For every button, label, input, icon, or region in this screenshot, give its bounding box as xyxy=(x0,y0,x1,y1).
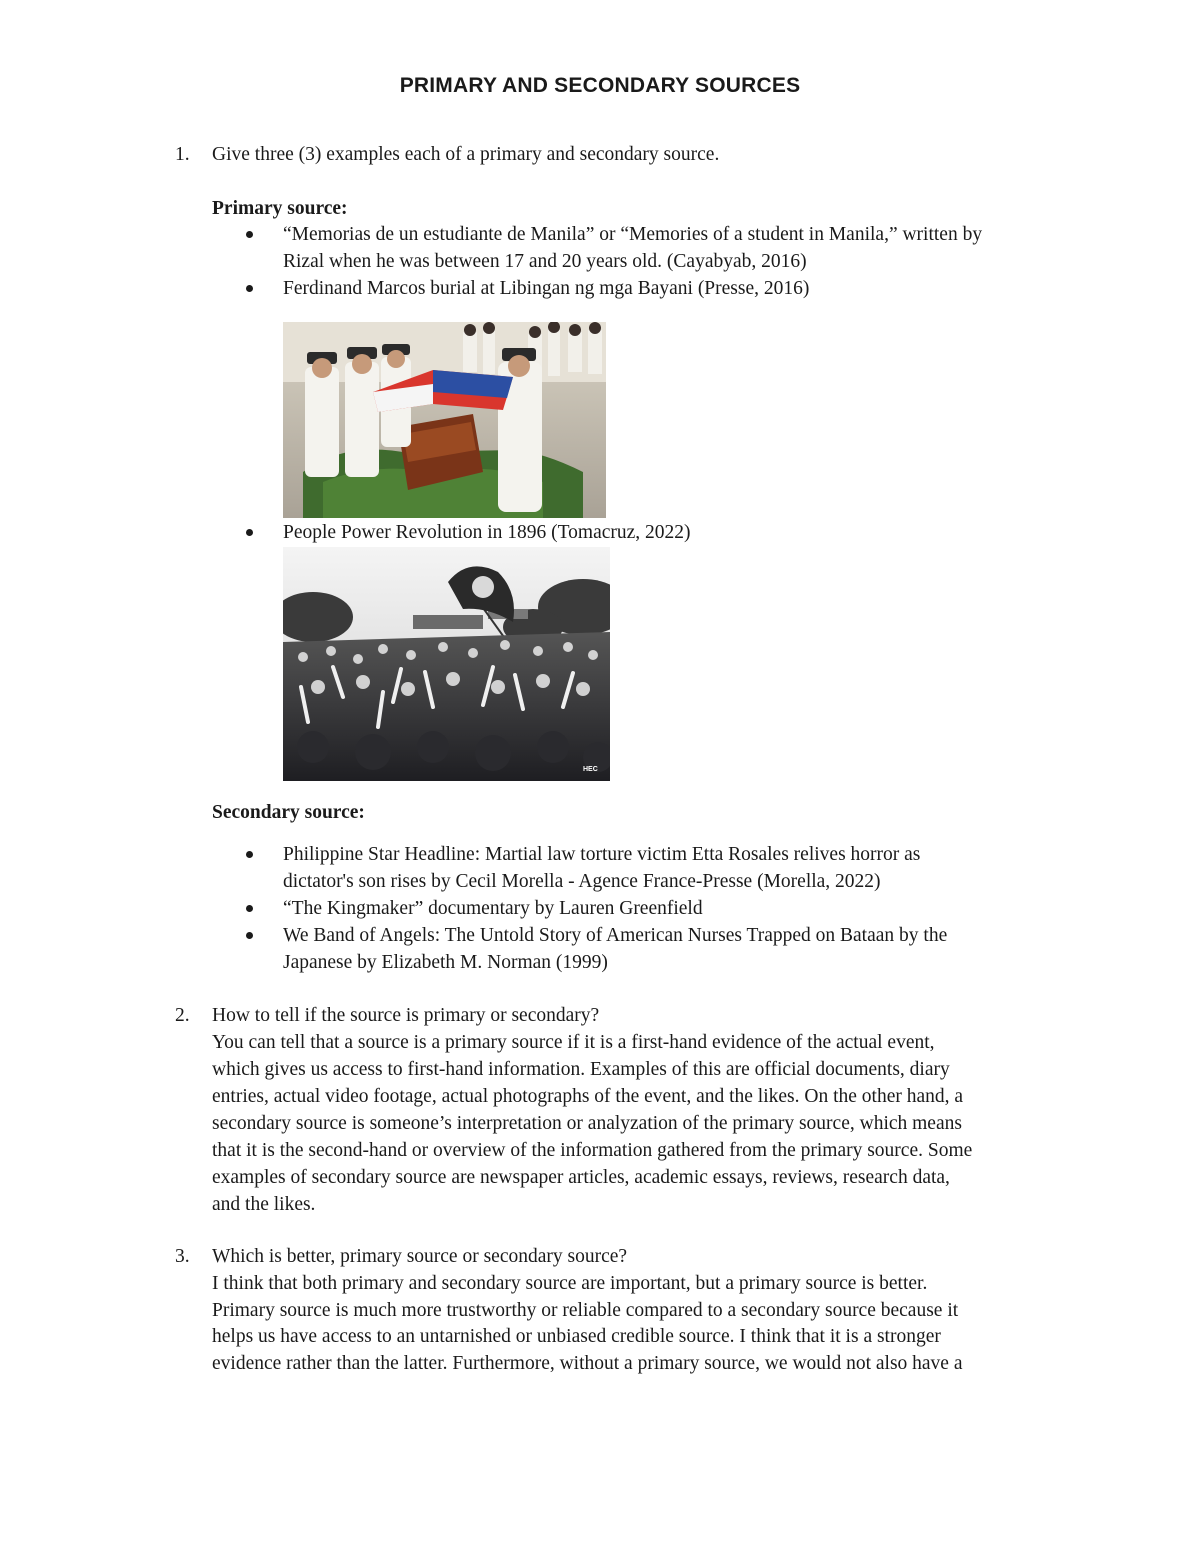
primary-item-1-line-2: Rizal when he was between 17 and 20 years old. (Cayabyab, 2016) xyxy=(283,251,807,272)
photo-watermark: HEC xyxy=(583,766,598,773)
q3-answer-line: I think that both primary and secondary source are important, but a primary source is better. xyxy=(212,1273,928,1294)
q3-number: 3. xyxy=(175,1246,190,1267)
primary-item-1-line-1: “Memorias de un estudiante de Manila” or “Memories of a student in Manila,” written by xyxy=(283,224,983,245)
bullet xyxy=(246,932,253,939)
bullet xyxy=(246,851,253,858)
bullet xyxy=(246,231,253,238)
q1-question: Give three (3) examples each of a primary and secondary source. xyxy=(212,144,720,165)
page-title: PRIMARY AND SECONDARY SOURCES xyxy=(399,74,801,97)
secondary-item-3-line-1: We Band of Angels: The Untold Story of American Nurses Trapped on Bataan by the xyxy=(283,925,948,946)
q3-answer-line: helps us have access to an untarnished or unbiased credible source. I think that it is a stronger xyxy=(212,1326,941,1347)
people-power-photo xyxy=(283,547,610,781)
marcos-burial-photo xyxy=(283,322,606,518)
q2-answer-line: entries, actual video footage, actual photographs of the event, and the likes. On the other hand, a xyxy=(212,1086,964,1107)
primary-item-3: People Power Revolution in 1896 (Tomacruz, 2022) xyxy=(283,522,691,543)
primary-source-heading: Primary source: xyxy=(212,198,348,219)
q2-answer-line: which gives us access to first-hand information. Examples of this are official documents, diary xyxy=(212,1059,950,1080)
q3-answer-line: Primary source is much more trustworthy or reliable compared to a secondary source because it xyxy=(212,1300,959,1321)
q3-answer-line: evidence rather than the latter. Furthermore, without a primary source, we would not also have a xyxy=(212,1353,963,1374)
secondary-item-1-line-2: dictator's son rises by Cecil Morella - Agence France-Presse (Morella, 2022) xyxy=(283,871,881,892)
q2-question: How to tell if the source is primary or secondary? xyxy=(212,1005,600,1026)
secondary-item-3-line-2: Japanese by Elizabeth M. Norman (1999) xyxy=(283,952,608,973)
primary-item-2: Ferdinand Marcos burial at Libingan ng mga Bayani (Presse, 2016) xyxy=(283,278,810,299)
q2-answer-line: examples of secondary source are newspaper articles, academic essays, reviews, research data, xyxy=(212,1167,950,1188)
secondary-source-heading: Secondary source: xyxy=(212,802,365,823)
secondary-item-2: “The Kingmaker” documentary by Lauren Greenfield xyxy=(283,898,703,919)
secondary-item-1-line-1: Philippine Star Headline: Martial law torture victim Etta Rosales relives horror as xyxy=(283,844,921,865)
q2-answer-line: that it is the second-hand or overview of the information gathered from the primary source. Some xyxy=(212,1140,973,1161)
q2-answer-line: You can tell that a source is a primary source if it is a first-hand evidence of the actual event, xyxy=(212,1032,935,1053)
q2-number: 2. xyxy=(175,1005,190,1026)
q2-answer-line: secondary source is someone’s interpretation or analyzation of the primary source, which means xyxy=(212,1113,962,1134)
bullet xyxy=(246,905,253,912)
q1-number: 1. xyxy=(175,144,190,165)
bullet xyxy=(246,529,253,536)
q2-answer-line: and the likes. xyxy=(212,1194,316,1215)
bullet xyxy=(246,285,253,292)
q3-question: Which is better, primary source or secondary source? xyxy=(212,1246,628,1267)
